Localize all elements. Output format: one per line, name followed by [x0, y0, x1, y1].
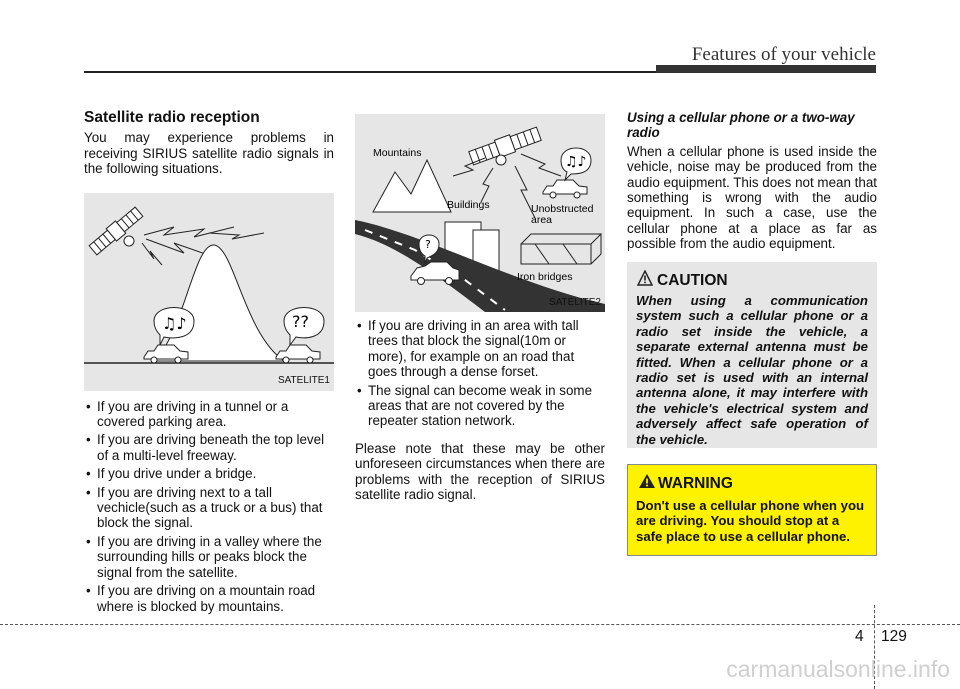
- watermark: carmanualsonline.info: [726, 656, 950, 682]
- satellite-illustration-2: [355, 114, 605, 312]
- svg-text:♫♪: ♫♪: [162, 313, 187, 333]
- caution-body: When using a communication system such a cellular phone or a radio set inside the vehicle, a separate external antenna must be fitted. When a cellular phone or a radio set is used with an internal antenna alone, it may interfere with the vehicle's electrical system and adversely affect safe operation of the vehicle.: [636, 293, 868, 447]
- satellite-illustration-1: [84, 193, 334, 391]
- chapter-number: 4: [855, 628, 864, 645]
- caution-icon: [637, 270, 653, 286]
- list-item: • If you are driving beneath the top level of a multi-level freeway.: [84, 432, 334, 463]
- list-item: • If you are driving in a tunnel or a covered parking area.: [84, 399, 334, 430]
- intro-paragraph: You may experience problems in receiving SIRIUS satellite radio signals in the following situations.: [84, 130, 334, 177]
- satellite-figure-2: [355, 114, 605, 312]
- section-heading: Satellite radio reception: [84, 109, 260, 126]
- caution-box: [627, 262, 877, 448]
- list-item: • If you are driving next to a tall vechicle(such as a truck or a bus) that block the signal.: [84, 485, 334, 531]
- list-item: • If you are driving in a valley where the surrounding hills or peaks block the signal from the satellite.: [84, 534, 334, 580]
- header-bar: [656, 65, 876, 73]
- column-1: [84, 110, 334, 617]
- buildings-label: Buildings: [447, 199, 490, 211]
- list-item: • If you drive under a bridge.: [84, 466, 334, 481]
- cellular-paragraph: When a cellular phone is used inside the vehicle, noise may be produced from the audio equipment. This does not mean that something is wrong with the audio equipment. In such a case, use the cellular phone at a place as far as possible from the audio equipment.: [627, 143, 877, 252]
- mountains-label: Mountains: [373, 147, 422, 159]
- area-label: area: [531, 214, 553, 226]
- footer-rule: [0, 624, 960, 625]
- svg-text:♫♪: ♫♪: [565, 154, 587, 170]
- warning-title: WARNING: [658, 475, 733, 492]
- warning-box: [627, 464, 877, 556]
- figure-label-2: SATELITE2: [548, 296, 601, 308]
- figure-label-1: SATELITE1: [277, 375, 330, 387]
- column-2: [355, 110, 605, 502]
- note-paragraph: Please note that these may be other unforeseen circumstances when there are problems with the reception of SIRIUS satellite radio signal.: [355, 440, 605, 503]
- section-title: Features of your vehicle: [691, 44, 876, 65]
- list-item: • If you are driving in an area with tall trees that block the signal(10m or more), for example on an road that goes through a dense forset.: [355, 318, 605, 380]
- iron-bridges-label: Iron bridges: [517, 271, 573, 283]
- unobstructed-label: Unobstructed: [531, 203, 594, 215]
- svg-text:??: ??: [292, 311, 309, 331]
- list-item: • If you are driving on a mountain road where is blocked by mountains.: [84, 583, 334, 614]
- page-number: 129: [881, 628, 907, 645]
- subheading: Using a cellular phone or a two-way radio: [627, 110, 855, 141]
- column-3: [627, 110, 877, 252]
- warning-body: Don't use a cellular phone when you are driving. You should stop at a safe place to use a cellular phone.: [636, 498, 865, 544]
- list-item: • The signal can become weak in some areas that are not covered by the repeater station network.: [355, 383, 605, 429]
- svg-text:?: ?: [425, 238, 431, 251]
- caution-title: CAUTION: [657, 272, 728, 289]
- satellite-figure-1: [84, 193, 334, 391]
- warning-icon: [638, 473, 656, 489]
- situations-list-2: [355, 318, 605, 429]
- situations-list: [84, 399, 334, 614]
